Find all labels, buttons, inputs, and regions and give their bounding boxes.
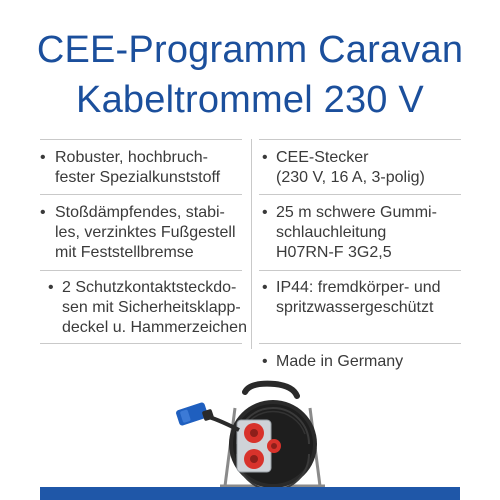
feature-right-1	[262, 148, 467, 188]
bullet-icon: •	[40, 204, 46, 221]
bullet-icon: •	[262, 353, 268, 370]
bottom-accent-bar	[40, 487, 460, 500]
feature-right-2	[262, 203, 467, 263]
divider	[259, 343, 461, 344]
bullet-icon: •	[40, 149, 46, 166]
cable-reel-image	[175, 378, 325, 490]
divider	[40, 139, 242, 140]
feature-left-3	[48, 278, 248, 338]
bullet-icon: •	[262, 279, 268, 296]
feature-text: mit Feststellbremse	[55, 244, 194, 261]
divider	[259, 139, 461, 140]
divider	[40, 194, 242, 195]
feature-right-4	[262, 352, 467, 372]
feature-text: 2 Schutzkontaktsteckdo-	[62, 279, 237, 296]
feature-text: CEE-Stecker	[276, 149, 369, 166]
feature-text: spritzwassergeschützt	[276, 299, 434, 316]
divider	[40, 343, 242, 344]
page-title-line-2: Kabeltrommel 230 V	[76, 79, 424, 121]
feature-text: IP44: fremdkörper- und	[276, 279, 441, 296]
divider	[259, 270, 461, 271]
feature-text: Robuster, hochbruch-	[55, 149, 208, 166]
feature-right-3	[262, 278, 467, 318]
bullet-icon: •	[262, 149, 268, 166]
feature-text: deckel u. Hammerzeichen	[62, 319, 247, 336]
divider	[40, 270, 242, 271]
feature-text: 25 m schwere Gummi-	[276, 204, 437, 221]
page-title-line-1: CEE-Programm Caravan	[36, 29, 464, 71]
feature-text: Stoßdämpfendes, stabi-	[55, 204, 225, 221]
feature-text: (230 V, 16 A, 3-polig)	[276, 169, 425, 186]
feature-text: schlauchleitung	[276, 224, 387, 241]
feature-text: fester Spezialkunststoff	[55, 169, 221, 186]
feature-left-2	[40, 203, 245, 263]
feature-text: H07RN-F 3G2,5	[276, 244, 392, 261]
feature-left-1	[40, 148, 245, 188]
feature-text: Made in Germany	[276, 353, 404, 370]
column-divider	[251, 139, 252, 349]
feature-text: les, verzinktes Fußgestell	[55, 224, 236, 241]
divider	[259, 194, 461, 195]
feature-text: sen mit Sicherheitsklapp-	[62, 299, 241, 316]
bullet-icon: •	[262, 204, 268, 221]
bullet-icon: •	[48, 279, 54, 296]
